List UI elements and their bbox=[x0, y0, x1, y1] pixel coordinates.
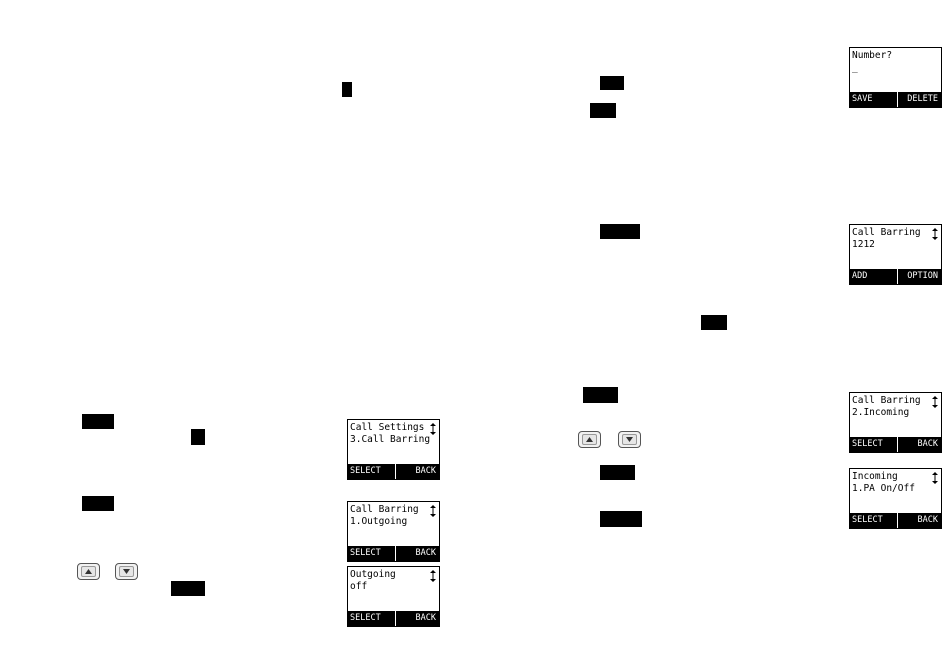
redacted-key-label bbox=[583, 387, 618, 403]
redacted-key-label bbox=[590, 103, 616, 118]
screen-line-2: off bbox=[350, 581, 368, 592]
screen-line-1: Call Barring bbox=[350, 504, 419, 515]
redacted-key-label bbox=[600, 224, 640, 239]
scroll-updown-icon bbox=[430, 570, 436, 582]
softkey-left: SELECT bbox=[850, 437, 897, 452]
nav-up-key-icon bbox=[77, 563, 100, 580]
lcd-screen-incoming bbox=[849, 468, 942, 529]
screen-line-2: 3.Call Barring bbox=[350, 434, 431, 445]
nav-down-key-icon bbox=[115, 563, 138, 580]
softkey-right: BACK bbox=[396, 464, 439, 479]
softkey-left: SELECT bbox=[850, 513, 897, 528]
nav-down-key-icon bbox=[618, 431, 641, 448]
screen-line-1: Call Settings bbox=[350, 422, 425, 433]
softkey-right: OPTION bbox=[898, 269, 941, 284]
screen-line-2: 2.Incoming bbox=[852, 407, 910, 418]
nav-up-key-icon bbox=[578, 431, 601, 448]
screen-line-1: Call Barring bbox=[852, 395, 921, 406]
softkey-left: SELECT bbox=[348, 546, 395, 561]
redacted-key-label bbox=[342, 82, 352, 97]
softkey-right: DELETE bbox=[898, 92, 941, 107]
softkey-left: SELECT bbox=[348, 464, 395, 479]
redacted-key-label bbox=[600, 511, 642, 527]
scroll-updown-icon bbox=[430, 505, 436, 517]
redacted-key-label bbox=[701, 315, 727, 330]
screen-line-1: Outgoing bbox=[350, 569, 396, 580]
screen-line-1: Number? bbox=[852, 50, 893, 61]
redacted-key-label bbox=[191, 429, 205, 445]
scroll-updown-icon bbox=[932, 396, 938, 408]
softkey-right: BACK bbox=[898, 437, 941, 452]
redacted-key-label bbox=[171, 581, 205, 596]
redacted-key-label bbox=[82, 414, 114, 429]
screen-line-1: Incoming bbox=[852, 471, 898, 482]
lcd-screen-number-entry bbox=[849, 47, 942, 108]
lcd-screen-call-barring-outgoing bbox=[347, 501, 440, 562]
lcd-screen-outgoing bbox=[347, 566, 440, 627]
scroll-updown-icon bbox=[430, 423, 436, 435]
screen-line-2: _ bbox=[852, 62, 858, 73]
screen-line-2: 1.Outgoing bbox=[350, 516, 408, 527]
lcd-screen-call-settings bbox=[347, 419, 440, 480]
scroll-updown-icon bbox=[932, 472, 938, 484]
softkey-right: BACK bbox=[898, 513, 941, 528]
lcd-screen-call-barring-incoming bbox=[849, 392, 942, 453]
softkey-left: ADD bbox=[850, 269, 897, 284]
screen-line-2: 1.PA On/Off bbox=[852, 483, 915, 494]
softkey-right: BACK bbox=[396, 546, 439, 561]
redacted-key-label bbox=[600, 465, 635, 480]
lcd-screen-call-barring-number bbox=[849, 224, 942, 285]
softkey-left: SAVE bbox=[850, 92, 897, 107]
redacted-key-label bbox=[600, 76, 624, 90]
screen-line-1: Call Barring bbox=[852, 227, 921, 238]
softkey-right: BACK bbox=[396, 611, 439, 626]
screen-line-2: 1212 bbox=[852, 239, 875, 250]
scroll-updown-icon bbox=[932, 228, 938, 240]
softkey-left: SELECT bbox=[348, 611, 395, 626]
redacted-key-label bbox=[82, 496, 114, 511]
